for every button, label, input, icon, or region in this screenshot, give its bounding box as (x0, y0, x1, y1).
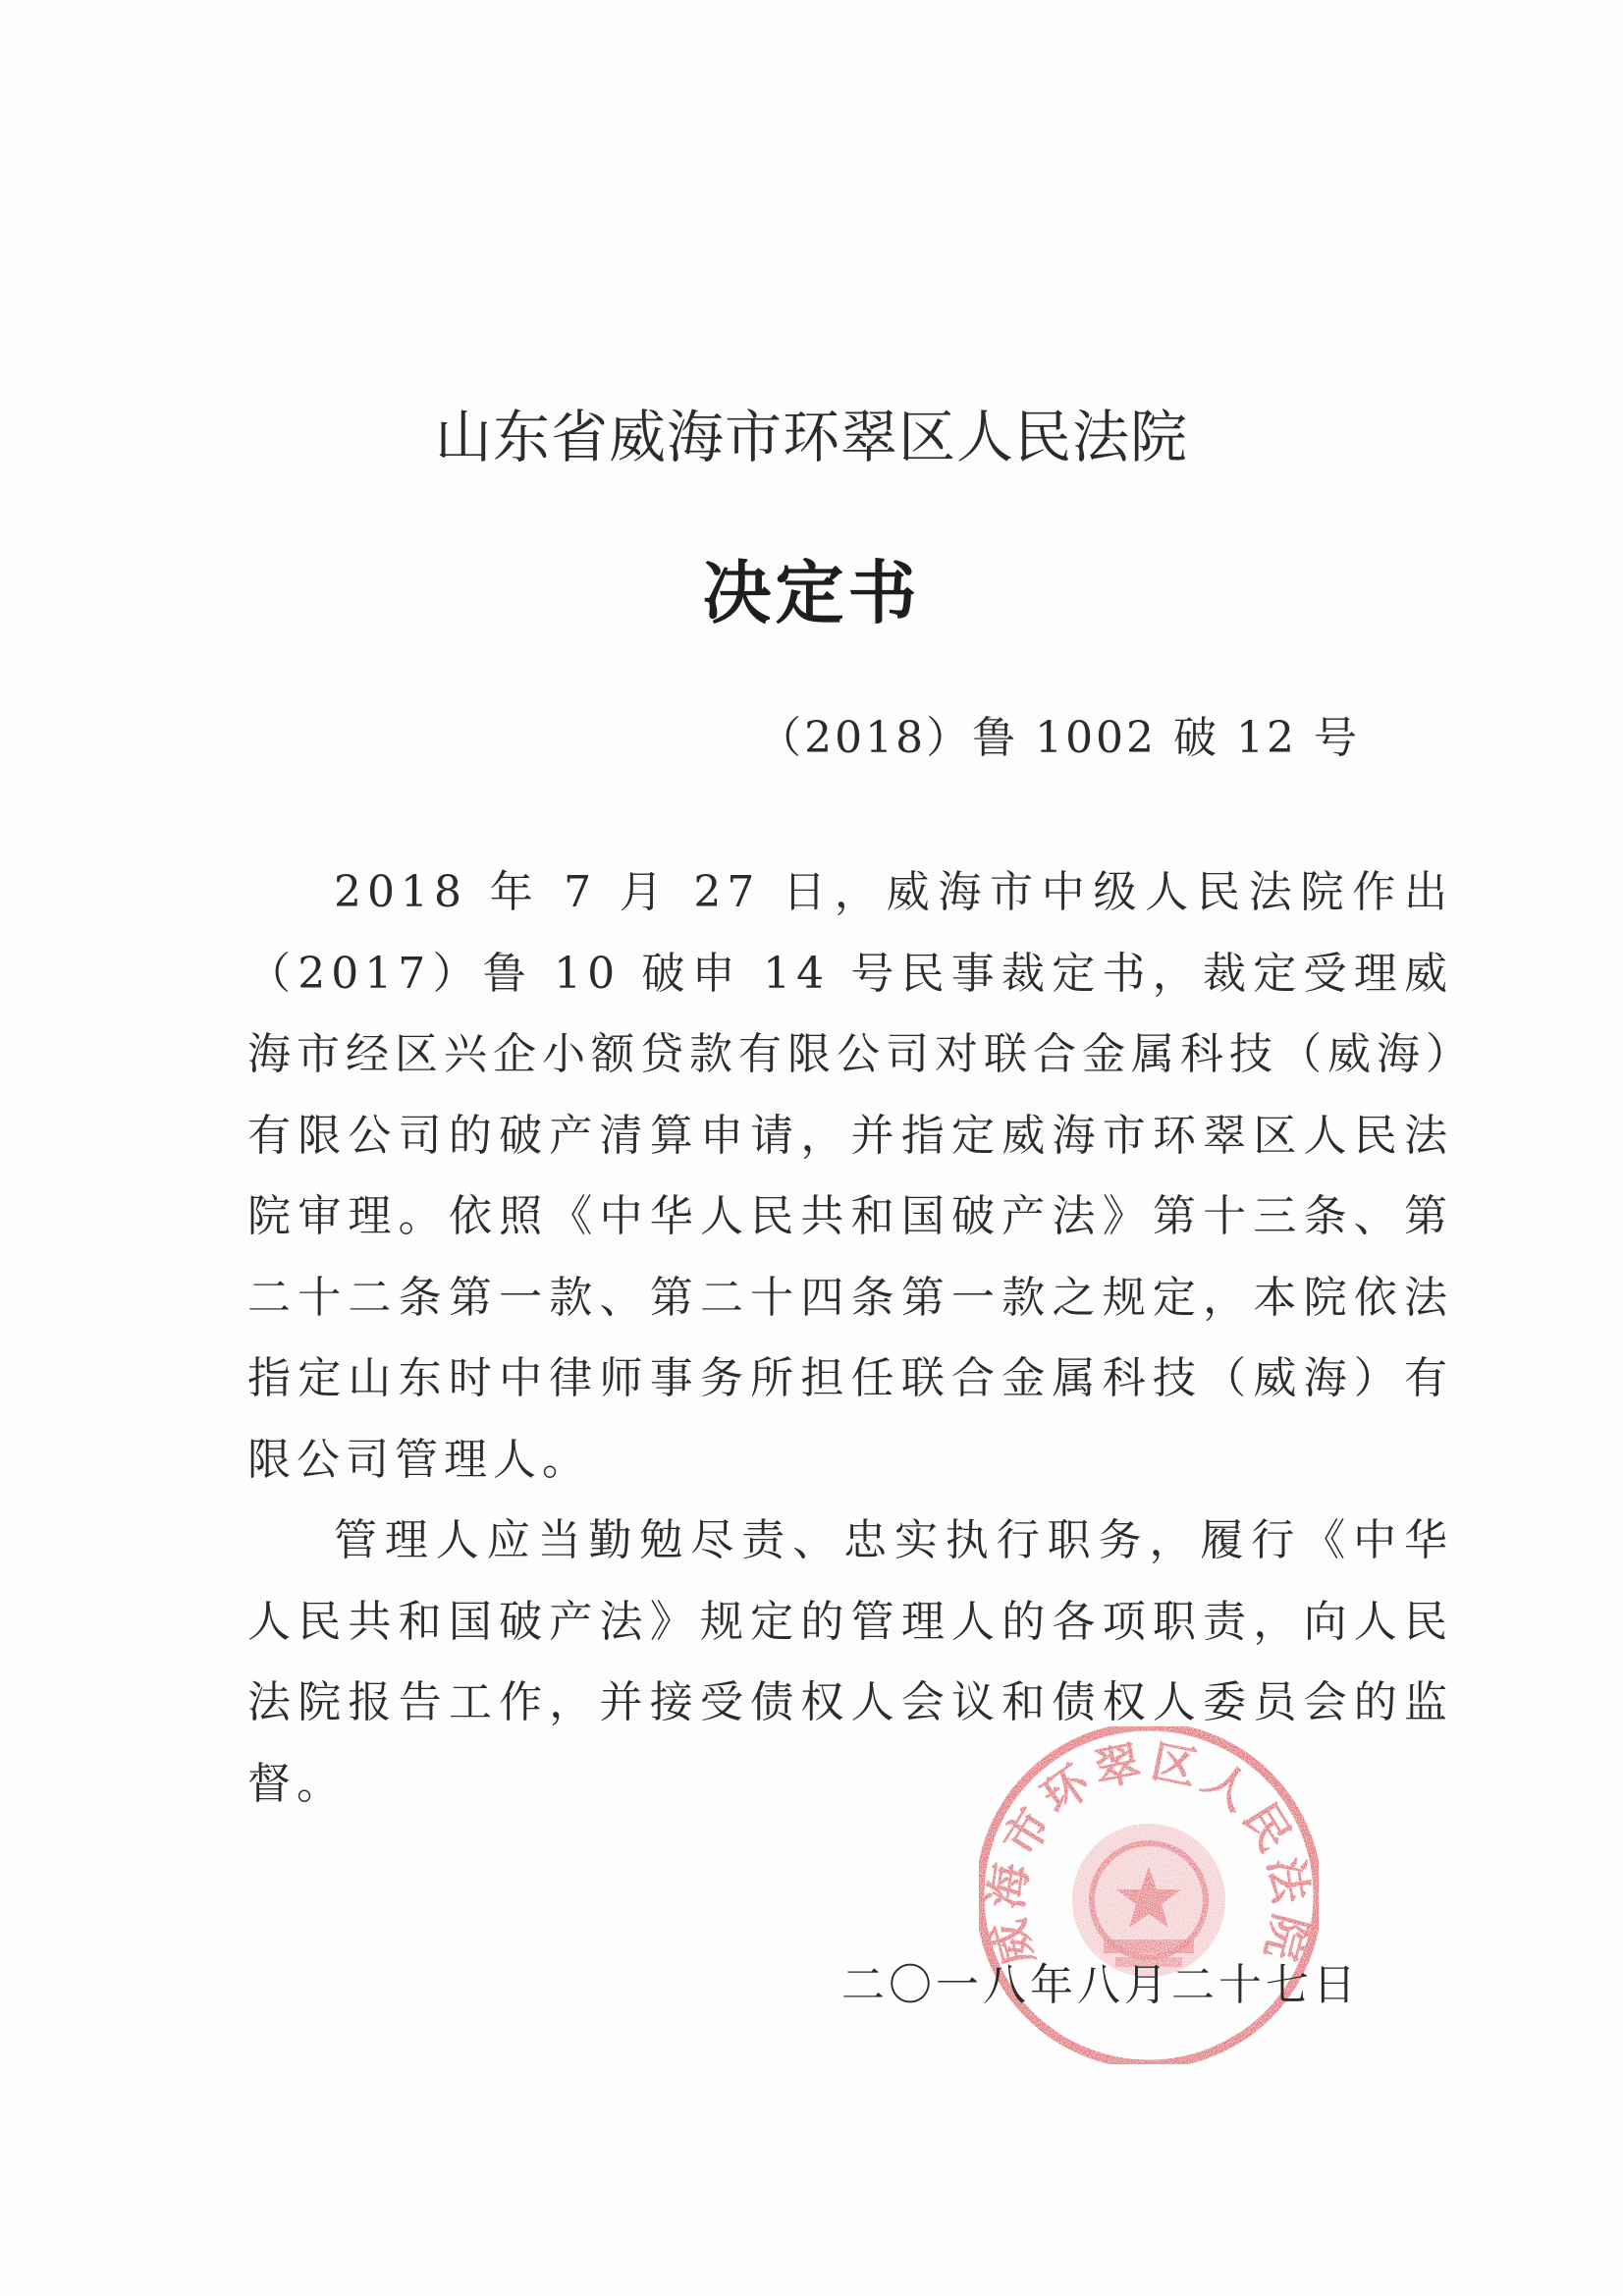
court-name: 山东省威海市环翠区人民法院 (434, 404, 1188, 470)
body-paragraph-1: 2018 年 7 月 27 日，威海市中级人民法院作出（2017）鲁 10 破申 14 号民事裁定书，裁定受理威海市经区兴企小额贷款有限公司对联合金属科技（威海）有限公司的破产清算申请，并指定威海市环翠区人民法院审理。依照《中华人民共和国破产法》第十三条、第二十二条第一款、第二十四条第一款之规定，本院依法指定山东时中律师事务所担任联合金属科技（威海）有限公司管理人。 (247, 867, 1453, 1485)
case-number: （2018）鲁 1002 破 12 号 (758, 713, 1360, 763)
seal-text-path: 威海市环翠区人民法院 (979, 1734, 1319, 1972)
court-seal-stamp (967, 1714, 1330, 2077)
document-body (247, 852, 1453, 1825)
document-date: 二〇一八年八月二十七日 (841, 1960, 1360, 2010)
document-title: 决定书 (702, 553, 921, 633)
body-paragraph-2: 管理人应当勤勉尽责、忠实执行职务，履行《中华人民共和国破产法》规定的管理人的各项职责，向人民法院报告工作，并接受债权人会议和债权人委员会的监督。 (247, 1515, 1453, 1809)
